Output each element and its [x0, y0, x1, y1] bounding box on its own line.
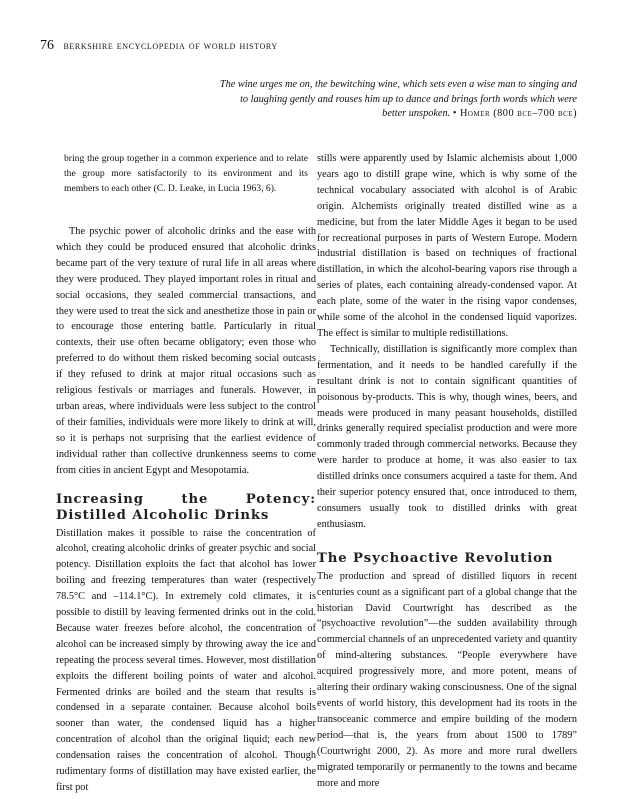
body-paragraph: Technically, distillation is significantly more complex than fermentation, and it needs to be handled carefully if the resultant drink is not to contain significant quantities of poisonous by-products. This is why, though wines, beers, and meads were produced in many peasant households, distilled drinks generally required specialist production and were more commonly traded through commercial networks. Because they were harder to produce at home, it was also easier to tax distilled drinks once consumers acquired a taste for them. And their superior potency ensured that, once introduced to them, consumers usually took to distilled drinks with great enthusiasm.: [317, 343, 577, 530]
running-header: [40, 38, 278, 54]
block-quote: bring the group together in a common experience and to relate the group more satisfactorily to its environment and its members to each other (C. D. Leake, in Lucia 1963, 6).: [64, 153, 308, 194]
section-heading-distilled: Increasing the Potency: Distilled Alcoholic Drinks: [56, 491, 316, 523]
left-column: [56, 151, 316, 796]
right-column: [317, 151, 577, 791]
body-paragraph: stills were apparently used by Islamic alchemists about 1,000 years ago to distill grape wine, which is why some of the technical vocabulary associated with alcohol is of Arabic origin. Alchemists originally treated distilled wine as a medicine, but from the later Middle Ages it began to be used for recreational purposes in parts of Western Europe. Modern industrial distillation is based on techniques of fractional distillation, in which the alcohol-bearing vapors rise through a series of plates, each containing already-condensed vapor. At each plate, some of the water in the rising vapor condenses, while some of the alcohol in the condensed liquid vaporizes. The effect is similar to multiple redistillations.: [317, 153, 577, 339]
publication-title: berkshire encyclopedia of world history: [63, 40, 278, 52]
section-heading-psychoactive: The Psychoactive Revolution: [317, 550, 554, 566]
page-number: 76: [40, 38, 54, 53]
epigraph: [215, 78, 577, 122]
epigraph-attribution: • Homer (800 bce–700 bce): [452, 108, 577, 120]
epigraph-quote: The wine urges me on, the bewitching wine, which sets even a wise man to singing and to laughing gently and rouses him up to dance and brings forth words which were better unspoken.: [219, 79, 577, 120]
body-paragraph: Distillation makes it possible to raise the concentration of alcohol, creating alcoholic drinks of greater psychic and social potency. Distillation exploits the fact that alcohol has lower boiling and freezing temperatures than water (respectively 78.5°C and –114.1°C). In extremely cold climates, it is possible to distill by leaving fermented drinks out in the cold. Because water freezes before alcohol, the concentration of alcohol can be increased simply by throwing away the ice and repeating the process several times. However, most distillation exploits the different boiling points of water and alcohol. Fermented drinks are boiled and the steam that results is condensed in a separate container. Because alcohol boils sooner than water, the condensed liquid has a higher concentration of alcohol than the original liquid; each new condensation raises the concentration of alcohol. Though rudimentary forms of distillation may have existed earlier, the first pot: [56, 527, 316, 793]
body-paragraph: The psychic power of alcoholic drinks and the ease with which they could be produced ensured that alcoholic drinks became part of the very texture of rural life in all areas where they were produced. They played important roles in ritual and social occasions, they sealed commercial transactions, and they were used to treat the sick and anesthetize those in pain or to encourage those entering battle. Particularly in ritual contexts, their use often became obligatory; even those who preferred to do without them risked becoming social outcasts if they refused to drink at major ritual occasions such as religious festivals or marriages and funerals. However, in urban areas, where individuals were less subject to the control of their families, individuals were more likely to drink at will, so it is perhaps not surprising that the earliest evidence of individual rather than collective drunkenness seems to come from cities in ancient Egypt and Mesopotamia.: [56, 226, 316, 476]
body-paragraph: The production and spread of distilled liquors in recent centuries count as a significant part of a global change that the historian David Courtwright has described as the “psychoactive revolution”—the sudden availability through commercial channels of an unprecedented variety and quantity of mind-altering substances. “People everywhere have acquired progressively more, and more potent, means of altering their ordinary waking consciousness. One of the signal events of world history, this development had its roots in the transoceanic commerce and empire building of the modern period—that is, the years from about 1500 to 1789” (Courtwright 2000, 2). As more and more rural dwellers migrated temporarily or permanently to the towns and became more and more: [317, 570, 577, 789]
